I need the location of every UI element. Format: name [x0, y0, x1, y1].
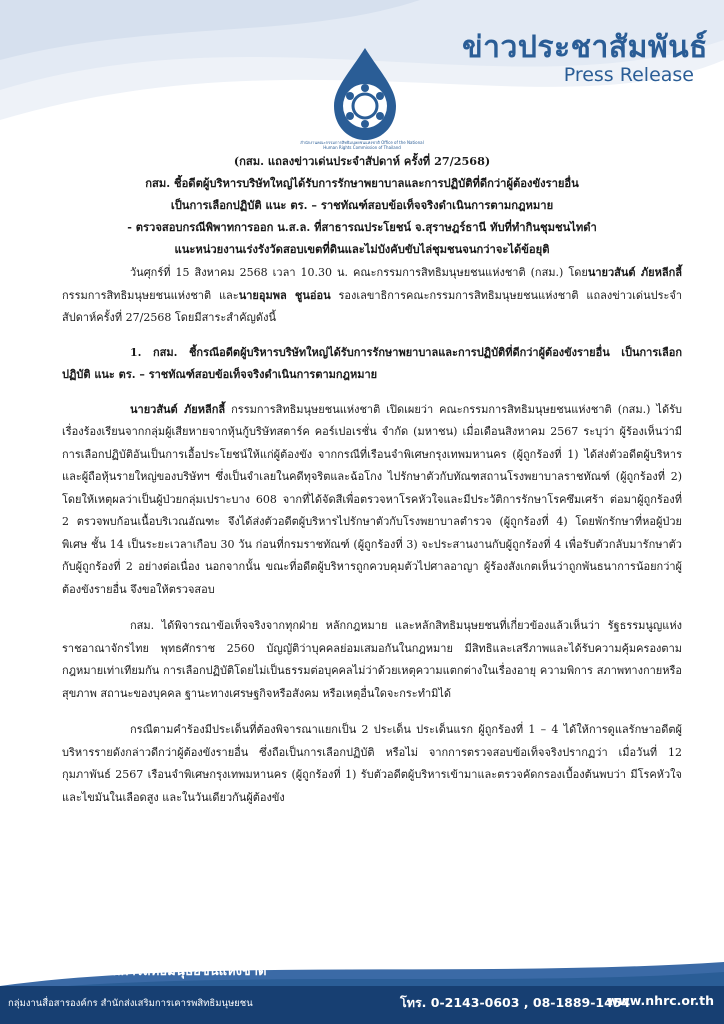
press-release-title-thai: ข่าวประชาสัมพันธ์: [462, 30, 708, 65]
footer-website: www.nhrc.or.th: [606, 993, 714, 1008]
intro-text: กรรมการสิทธิมนุษยชนแห่งชาติ และ: [62, 288, 239, 302]
intro-text: รองเลขาธิการคณะกรรมการสิทธิมนุษยชนแห่งชาติ แถลงข่าวเด่นประจำสัปดาห์ครั้งที่ 27/2568 โดยมีสาระสำคัญดังนี้: [62, 288, 683, 324]
logo-caption: สำนักงานคณะกรรมการสิทธิมนุษยชนแห่งชาติ Office of the National Human Rights Commission of Thailand: [300, 140, 424, 150]
paragraph-3: กรณีตามคำร้องมีประเด็นที่ต้องพิจารณาแยกเป็น 2 ประเด็น ประเด็นแรก ผู้ถูกร้องที่ 1 – 4 ได้ให้การดูแลรักษาอดีตผู้บริหารรายดังกล่าวดีกว่าผู้ต้องขังรายอื่น ซึ่งถือเป็นการเลือกปฏิบัติ หรือไม่ จากการตรวจสอบข้อเท็จจริงปรากฏว่า เมื่อวันที่ 12 กุมภาพันธ์ 2567 เรือนจำพิเศษกรุงเทพมหานคร (ผู้ถูกร้องที่ 1) รับตัวอดีตผู้บริหารเข้ามาและตรวจคัดกรองเบื้องต้นพบว่า มีโรคหัวใจและไขมันในเลือดสูง และในวันเดียวกันผู้ต้องขัง: [62, 723, 682, 804]
commissioner-name: นายวสันต์ ภัยหลีกลี้: [130, 402, 226, 416]
intro-text: วันศุกร์ที่ 15 สิงหาคม 2568 เวลา 10.30 น. คณะกรรมการสิทธิมนุษยชนแห่งชาติ (กสม.) โดย: [130, 266, 588, 279]
nhrc-logo-icon: [330, 46, 400, 142]
headline-line: (กสม. แถลงข่าวเด่นประจำสัปดาห์ ครั้งที่ 27/2568): [233, 154, 491, 168]
deputy-secretary-name: นายอุมพล ชูนอ่อน: [238, 288, 331, 302]
paragraph-2: กสม. ได้พิจารณาข้อเท็จจริงจากทุกฝ่าย หลักกฎหมาย และหลักสิทธิมนุษยชนที่เกี่ยวข้องแล้วเห็นว่า รัฐธรรมนูญแห่งราชอาณาจักรไทย พุทธศักราช 2560 บัญญัติว่าบุคคลย่อมเสมอกันในกฎหมาย มีสิทธิและเสรีภาพและได้รับความคุ้มครองตามกฎหมายเท่าเทียมกัน การเลือกปฏิบัติโดยไม่เป็นธรรมต่อบุคคลไม่ว่าด้วยเหตุความแตกต่างในเรื่องอายุ ความพิการ สภาพทางกายหรือสุขภาพ สถานะของบุคคล ฐานะทางเศรษฐกิจหรือสังคม หรือเหตุอื่นใดจะกระทำมิได้: [62, 619, 682, 700]
article-body: [62, 262, 682, 809]
paragraph-1: [62, 399, 682, 602]
footer-phone: โทร. 0-2143-0603 , 08-1889-1454: [400, 995, 631, 1010]
headline-line: เป็นการเลือกปฏิบัติ แนะ ตร. – ราชทัณฑ์สอบข้อเท็จจริงดำเนินการตามกฎหมาย: [170, 198, 554, 212]
headline-line: กสม. ชี้อดีตผู้บริหารบริษัทใหญ่ได้รับการรักษาพยาบาลและการปฏิบัติที่ดีกว่าผู้ต้องขังรายอื่น: [145, 176, 579, 190]
intro-paragraph: [62, 262, 682, 330]
commissioner-name: นายวสันต์ ภัยหลีกลี้: [587, 266, 682, 279]
paragraph-1-text: กรรมการสิทธิมนุษยชนแห่งชาติ เปิดเผยว่า คณะกรรมการสิทธิมนุษยชนแห่งชาติ (กสม.) ได้รับเรื่องร้องเรียนจากกลุ่มผู้เสียหายจากหุ้นกู้บริษัทสตาร์ค คอร์เปอเรชั่น จำกัด (มหาชน) เมื่อเดือนสิงหาคม 2567 ระบุว่า ผู้ร้องเห็นว่ามีการเลือกปฏิบัติอันเป็นการเอื้อประโยชน์ให้แก่ผู้ต้องขัง จากกรณีที่เรือนจำพิเศษกรุงเทพมหานคร (ผู้ถูกร้องที่ 1) ได้ส่งตัวอดีตผู้บริหารและผู้ถือหุ้นรายใหญ่ของบริษัทฯ ซึ่งเป็นจำเลยในคดีทุจริตและฉ้อโกง ไปรักษาตัวกับทัณฑสถานโรงพยาบาลราชทัณฑ์ (ผู้ถูกร้องที่ 2) โดยให้เหตุผลว่าเป็นผู้ป่วยกลุ่มเปราะบาง 608 จากที่ได้จัดสีเพื่อตรวจหาโรคหัวใจและมีประวัติการรักษาโรคซึมเศร้า ต่อมาผู้ถูกร้องที่ 2 ตรวจพบก้อนเนื้อบริเวณอัณฑะ จึงได้ส่งตัวอดีตผู้บริหารไปรักษาตัวกับโรงพยาบาลตำรวจ (ผู้ถูกร้องที่ 4) โดยพักรักษาที่หอผู้ป่วยพิเศษ ชั้น 14 เป็นระยะเวลาเกือบ 30 วัน ก่อนที่กรมราชทัณฑ์ (ผู้ถูกร้องที่ 3) จะประสานงานกับผู้ถูกร้องที่ 4 เพื่อรับตัวกลับมารักษาตัวกับผู้ถูกร้องที่ 2 อย่างต่อเนื่อง นอกจากนั้น ขณะที่อดีตผู้บริหารถูกควบคุมตัวไปศาลอาญา ผู้ร้องสังเกตเห็นว่าถูกพันธนาการน้อยกว่าผู้ต้องขังรายอื่น จึงขอให้ตรวจสอบ: [62, 402, 682, 596]
press-release-title-english: Press Release: [563, 64, 694, 86]
headline-line: - ตรวจสอบกรณีพิพาทการออก น.ส.ล. ที่สาธารณประโยชน์ จ.สุราษฎร์ธานี ทับที่ทำกินชุมชนไทดำ: [127, 220, 597, 234]
footer-department: กลุ่มงานสื่อสารองค์กร สำนักส่งเสริมการเคารพสิทธิมนุษยชน: [8, 998, 253, 1009]
headline-line: แนะหน่วยงานเร่งรังวัดสอบเขตที่ดินและไม่บังคับขับไล่ชุมชนจนกว่าจะได้ข้อยุติ: [174, 242, 550, 256]
headline-block: [24, 150, 700, 260]
section-1-heading: 1. กสม. ชี้กรณีอดีตผู้บริหารบริษัทใหญ่ได้รับการรักษาพยาบาลและการปฏิบัติที่ดีกว่าผู้ต้องขังรายอื่น เป็นการเลือกปฏิบัติ แนะ ตร. – ราชทัณฑ์สอบข้อเท็จจริงดำเนินการตามกฎหมาย: [62, 345, 682, 381]
footer-organization: สำนักงานคณะกรรมการสิทธิมนุษยชนแห่งชาติ: [8, 964, 267, 979]
